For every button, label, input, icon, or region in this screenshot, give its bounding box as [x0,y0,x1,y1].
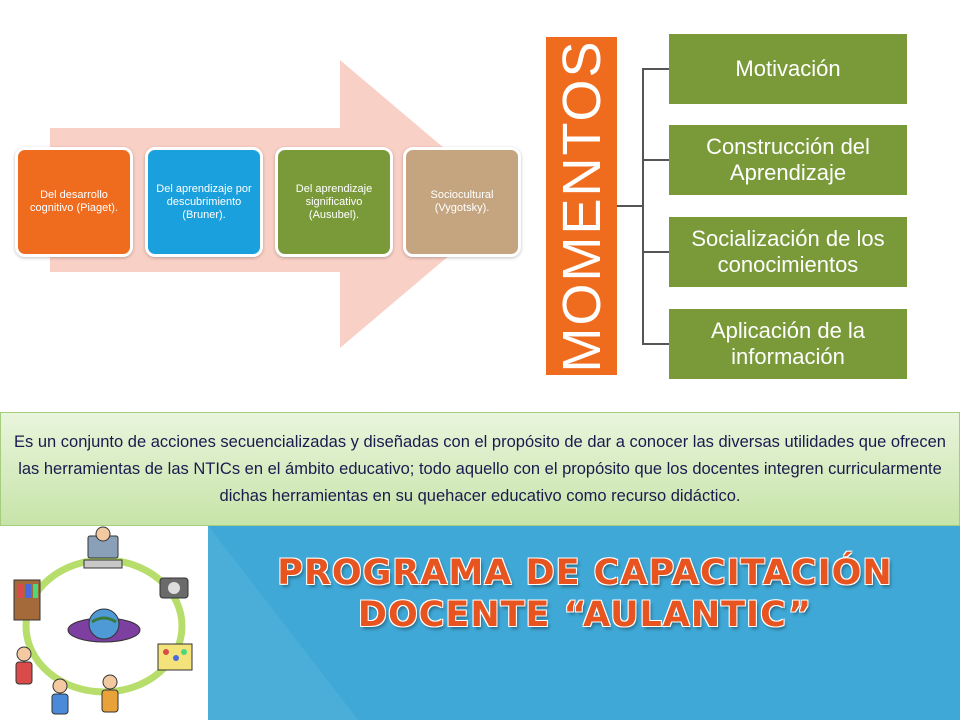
theory-bruner-box [145,147,263,257]
moment-aplicacion-label: Aplicación de la información [710,318,866,369]
whiteboard-icon [158,644,192,670]
theory-piaget-box [15,147,133,257]
moment-motivacion-label: Motivación [735,56,841,81]
description-box [0,412,960,526]
theory-ausubel-box [275,147,393,257]
bookshelf-icon [14,580,40,620]
education-technology-clipart [0,526,208,720]
theory-vygotsky-label: Sociocultural (Vygotsky). [430,189,494,214]
moment-construccion-box [669,125,907,195]
program-title-line-1: PROGRAMA DE CAPACITACIÓN [277,553,893,593]
moment-motivacion-box [669,34,907,104]
connector-branch-2 [642,251,669,253]
camera-icon [160,578,188,598]
momentos-bar [546,37,617,375]
program-title-line-2: DOCENTE “AULANTIC” [357,595,813,635]
moment-socializacion-box [669,217,907,287]
theory-piaget-label: Del desarrollo cognitivo (Piaget). [29,189,119,214]
connector-branch-1 [642,159,669,161]
connector-branch-3 [642,343,669,345]
connector-branch-0 [642,68,669,70]
momentos-title: MOMENTOS [551,39,612,373]
connector-trunk [642,68,644,345]
moment-construccion-label: Construcción del Aprendizaje [706,134,870,185]
moment-socializacion-label: Socialización de los conocimientos [691,226,885,277]
moment-aplicacion-box [669,309,907,379]
connector-root [617,205,643,207]
theory-vygotsky-box [403,147,521,257]
theory-ausubel-label: Del aprendizaje significativo (Ausubel). [295,182,373,221]
program-title [210,526,960,720]
theory-bruner-label: Del aprendizaje por descubrimiento (Bruner). [156,182,252,221]
description-text: Es un conjunto de acciones secuencializadas y diseñadas con el propósito de dar a conocer las diversas utilidades que ofrecen las herramientas de las NTICs en el ámbito educativo; todo aquello con el propósito que los docentes integren curricularmente dichas herramientas en su quehacer educativo como recurso didáctico. [14,432,946,505]
